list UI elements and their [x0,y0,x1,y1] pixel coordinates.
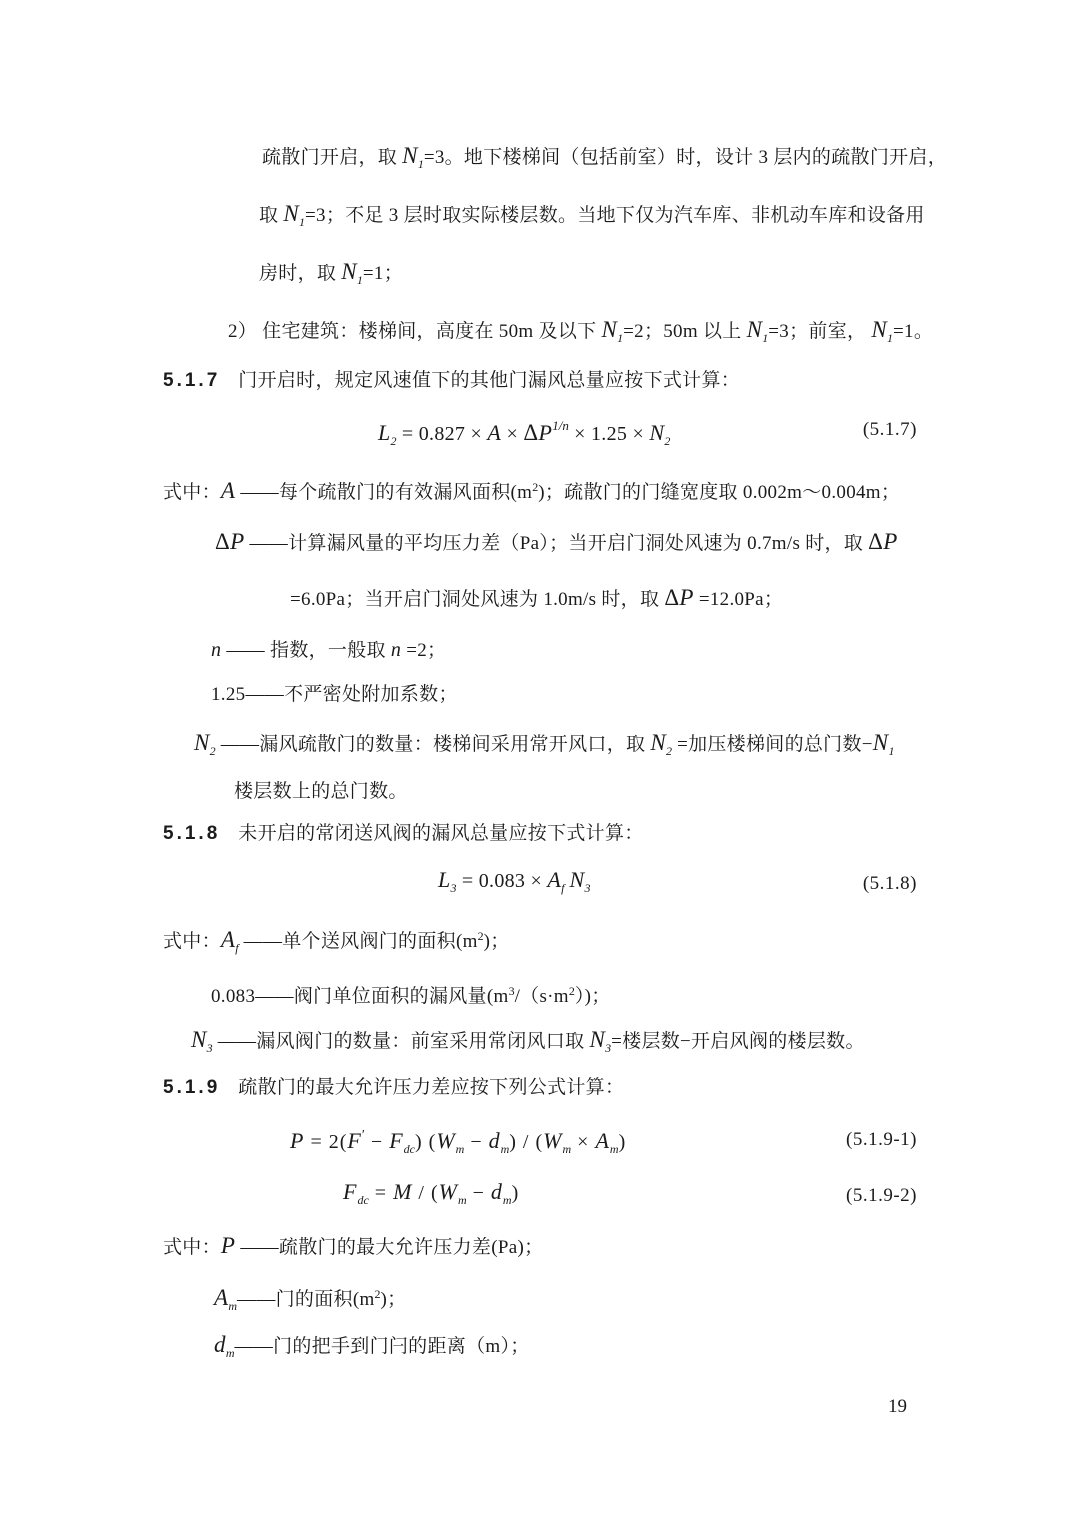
text-segment: ) / ( [509,1131,544,1153]
list-item-2 [228,316,933,352]
math-sup: 2 [568,984,575,998]
formula-5-1-7 [163,412,917,448]
text-segment: ) ( [414,1131,437,1153]
math-sup: 3 [508,984,515,998]
definition-line-delta-p-cont [290,584,783,613]
math-sup [552,418,569,433]
math-sub: m [609,1142,619,1156]
text-segment: ——漏风疏散门的数量：楼梯间采用常开风口，取 [215,734,651,755]
math-var: n [390,639,402,661]
formula-number: (5.1.9-2) [846,1185,917,1206]
text-segment: − [466,1182,491,1204]
math-sub: m [225,1346,235,1360]
math-var: N [569,867,585,892]
math-sub: 1 [356,273,363,287]
math-sub: 3 [584,881,591,895]
math-var: n [211,639,222,661]
formula-number: (5.1.8) [862,873,917,894]
text-segment: 2） 住宅建筑：楼梯间，高度在 50m 及以下 [228,321,602,342]
math-var: d [490,1179,503,1204]
delta-symbol: Δ [664,585,680,610]
text-segment: ——每个疏散门的有效漏风面积(m [235,482,533,503]
math-sub: 1 [299,215,306,229]
definition-line-n3 [191,1026,865,1062]
text-segment: − [464,1131,489,1153]
formula-5-1-9-1 [163,1122,917,1158]
math-sub: dc [357,1193,369,1207]
math-sub: dc [403,1142,415,1156]
delta-symbol: Δ [523,420,539,445]
math-sub: 1 [888,744,895,758]
formula-number: (5.1.9-1) [846,1129,917,1150]
math-var: N [746,317,763,342]
text-segment: =3。地下楼梯间（包括前室）时，设计 3 层内的疏散门开启， [423,147,948,168]
definition-line-af [163,923,510,962]
clause-number: 5.1.8 [163,823,221,844]
math-var: P [883,529,898,554]
math-sub: 2 [209,744,216,758]
text-segment: )； [483,931,510,952]
math-var: N [341,259,357,284]
text-segment: ) [511,1182,520,1204]
math-sub: 2 [390,434,397,448]
text-segment: 0.083——阀门单位面积的漏风量(m [211,986,509,1007]
math-sub: 3 [605,1041,612,1055]
text-segment: 疏散门开启，取 [262,147,403,168]
text-segment: —— 指数，一般取 [221,640,391,661]
paragraph-line [259,258,403,294]
math-var: d [214,1332,226,1357]
text-segment: 式中： [163,931,221,952]
definition-line-n2 [194,729,894,765]
math-var: N [871,317,888,342]
math-var: A [214,1285,229,1310]
definition-line-1-25 [211,681,458,708]
text-segment: 式中： [163,1237,221,1258]
text-segment: × 1.25 × [568,423,650,445]
text-segment: ——漏风阀门的数量：前室采用常闭风口取 [212,1031,590,1052]
math-var: N [601,317,618,342]
math-var: F [389,1128,404,1153]
math-var: W [543,1128,563,1153]
clause-5-1-7-heading [163,367,740,394]
text-segment: = 2( [304,1131,348,1153]
delta-symbol: Δ [868,529,884,554]
math-var: P [220,1233,236,1258]
clause-text: 疏散门的最大允许压力差应按下列公式计算： [238,1077,625,1098]
text-segment: 1/ [552,418,563,433]
math-var: N [650,730,667,755]
math-sub: m [562,1142,572,1156]
math-var: A [595,1128,610,1153]
math-var: A [547,867,562,892]
math-sub: 1 [617,331,624,345]
math-sub: 1 [762,331,769,345]
text-segment: =1； [362,263,404,284]
math-var: P [679,585,694,610]
text-segment: = 0.083 × [456,870,548,892]
text-segment: − [364,1131,390,1153]
math-var: W [438,1179,458,1204]
math-sub: m [228,1299,238,1313]
formula-5-1-9-2 [163,1178,917,1214]
math-var: n [562,418,569,433]
formula-expression [290,1122,626,1163]
formula-expression [438,866,590,902]
clause-text: 门开启时，规定风速值下的其他门漏风总量应按下式计算： [238,370,741,391]
definition-line-dm [214,1331,530,1367]
math-var: d [488,1128,501,1153]
math-sup: 2 [374,1287,381,1301]
math-sub: 1 [417,157,424,171]
text-segment: /（s·m [514,986,569,1007]
text-segment: =12.0Pa； [693,589,784,610]
clause-number: 5.1.9 [163,1077,221,1098]
math-sub: f [561,881,565,895]
math-sub: 3 [206,1041,213,1055]
math-var: N [649,420,665,445]
text-segment: =2；50m 以上 [623,321,747,342]
math-var: N [589,1027,606,1052]
text-segment: 房时，取 [259,263,342,284]
text-segment: 式中： [163,482,221,503]
math-var: L [378,420,391,445]
math-sub: m [502,1193,512,1207]
math-var: F [343,1179,358,1204]
formula-expression [378,412,670,455]
text-segment: ）)； [574,986,611,1007]
text-segment: ——门的面积(m [237,1289,375,1310]
math-var: F [347,1128,362,1153]
math-sub: 2 [666,744,673,758]
math-var: P [290,1128,305,1153]
definition-line-n2-cont [234,778,408,805]
math-var: N [402,143,418,168]
math-var: N [191,1027,207,1052]
text-segment: = [368,1182,394,1204]
math-var: W [436,1128,456,1153]
text-segment: )； [380,1289,407,1310]
text-segment: ——疏散门的最大允许压力差(Pa)； [235,1237,544,1258]
formula-number: (5.1.7) [862,419,917,440]
text-segment: =2； [401,640,447,661]
math-sub: 1 [887,331,894,345]
clause-text: 未开启的常闭送风阀的漏风总量应按下式计算： [238,823,644,844]
math-sup: 2 [477,929,484,943]
math-var: M [393,1179,413,1204]
definition-line-delta-p [215,528,898,557]
text-segment: =楼层数−开启风阀的楼层数。 [611,1031,865,1052]
paragraph-line [259,200,925,236]
math-sub: m [457,1193,467,1207]
math-sub: m [455,1142,465,1156]
definition-line-0-083 [211,978,611,1010]
math-var: L [438,867,451,892]
text-segment: )；疏散门的门缝宽度取 0.002m～0.004m； [538,482,901,503]
math-var: A [220,927,236,952]
math-var: P [230,529,245,554]
math-prime: ′ [361,1128,365,1143]
math-sub: 2 [664,434,671,448]
text-segment: =加压楼梯间的总门数− [672,734,873,755]
definition-line-p [163,1232,543,1261]
text-segment: ) [618,1131,627,1153]
text-segment: = 0.827 × [396,423,488,445]
delta-symbol: Δ [215,529,231,554]
text-segment: ——门的把手到门闩的距离（m）； [234,1336,530,1357]
formula-expression [343,1178,519,1214]
text-segment: =6.0Pa；当开启门洞处风速为 1.0m/s 时，取 [290,589,665,610]
text-segment: × [571,1131,596,1153]
math-sup: 2 [532,480,539,494]
math-sub: f [235,941,239,955]
formula-5-1-8 [163,866,917,902]
page-number: 19 [888,1396,907,1417]
definition-line-A [163,474,900,506]
math-var: N [872,730,889,755]
text-segment: ——单个送风阀门的面积(m [238,931,478,952]
definition-line-am [214,1281,406,1320]
math-var: P [538,420,553,445]
text-segment: 楼层数上的总门数。 [234,781,408,802]
text-segment: =3；不足 3 层时取实际楼层数。当地下仅为汽车库、非机动车库和设备用 [305,205,925,226]
math-var: A [220,478,236,503]
definition-line-n [211,637,446,664]
math-sub: m [500,1142,510,1156]
math-sub: 3 [450,881,457,895]
clause-number: 5.1.7 [163,370,221,391]
text-segment: / ( [412,1182,439,1204]
text-segment: =1。 [893,321,934,342]
text-segment: 1.25——不严密处附加系数； [211,684,458,705]
math-var: A [487,420,502,445]
text-segment: ——计算漏风量的平均压力差（Pa）；当开启门洞处风速为 0.7m/s 时，取 [244,533,869,554]
clause-5-1-9-heading [163,1074,624,1101]
text-segment: 取 [259,205,284,226]
paragraph-line [262,142,947,178]
text-segment: =3；前室， [768,321,872,342]
clause-5-1-8-heading [163,820,644,847]
math-var: N [194,730,210,755]
text-segment: × [501,423,524,445]
math-var: N [283,201,300,226]
